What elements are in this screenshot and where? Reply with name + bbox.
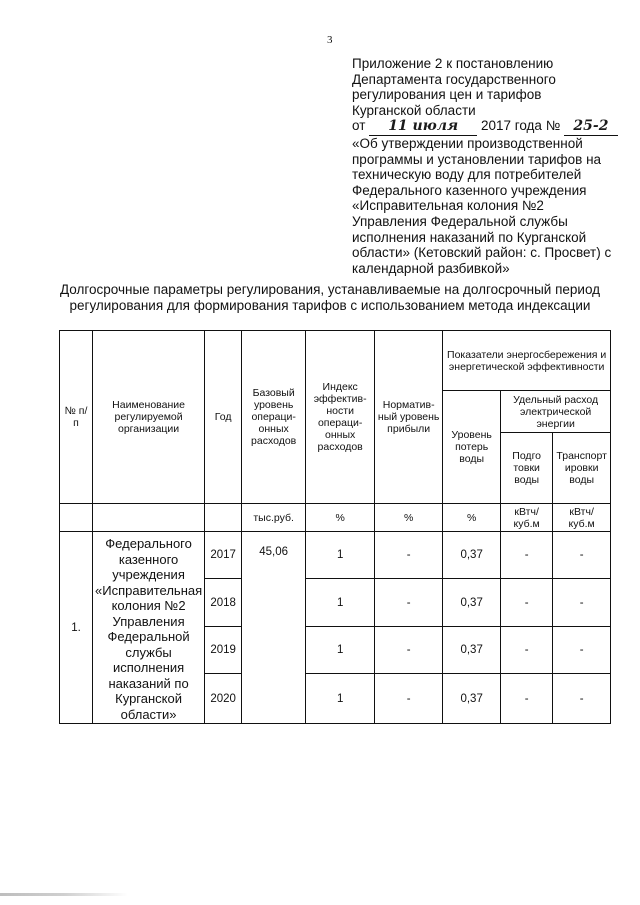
subject-line: «Исправительная колония №2 xyxy=(352,198,544,214)
header-loss: Уровень потерь воды xyxy=(443,391,501,504)
subject-line: «Об утверждении производственной xyxy=(352,135,583,151)
year-cell: 2020 xyxy=(205,674,242,724)
loss-cell: 0,37 xyxy=(443,579,501,626)
header-org: Наименование регулируемой организации xyxy=(93,331,205,504)
header-prep: Подго товки воды xyxy=(501,433,553,504)
unit-org xyxy=(93,504,205,532)
handwritten-date: 11 июля xyxy=(369,119,477,136)
subject-line: исполнения наказаний по Курганской xyxy=(352,229,587,245)
index-cell: 1 xyxy=(306,532,375,579)
unit-transport: кВтч/ куб.м xyxy=(553,504,611,532)
header-num: № п/п xyxy=(60,331,93,504)
year-cell: 2018 xyxy=(205,579,242,626)
profit-cell: - xyxy=(375,532,443,579)
title-line: регулирования для формирования тарифов с использованием метода индексации xyxy=(69,298,591,313)
appendix-header xyxy=(352,56,632,276)
row-number: 1. xyxy=(60,532,93,724)
prep-cell: - xyxy=(501,626,553,673)
header-index: Индекс эффектив-ности операци-онных расходов xyxy=(306,331,375,504)
unit-year xyxy=(205,504,242,532)
header-line: Департамента государственного xyxy=(352,71,556,87)
header-date-line xyxy=(352,118,632,136)
prep-cell: - xyxy=(501,532,553,579)
subject-line: области» (Кетовский район: с. Просвет) с xyxy=(352,245,612,261)
base-value: 45,06 xyxy=(242,532,306,724)
prep-cell: - xyxy=(501,579,553,626)
index-cell: 1 xyxy=(306,626,375,673)
header-specific-group: Удельный расход электрической энергии xyxy=(501,391,611,433)
header-base: Базовый уровень операци-онных расходов xyxy=(242,331,306,504)
subject-line: Управления Федеральной службы xyxy=(352,213,568,229)
date-prefix: от xyxy=(352,118,366,134)
year-cell: 2017 xyxy=(205,532,242,579)
index-cell: 1 xyxy=(306,579,375,626)
header-year: Год xyxy=(205,331,242,504)
loss-cell: 0,37 xyxy=(443,626,501,673)
profit-cell: - xyxy=(375,674,443,724)
index-cell: 1 xyxy=(306,674,375,724)
page-number: 3 xyxy=(327,34,333,46)
subject-line: календарной разбивкой» xyxy=(352,260,510,276)
handwritten-number: 25-2 xyxy=(564,119,618,136)
date-suffix: 2017 года № xyxy=(480,118,561,134)
subject-line: техническую воду для потребителей xyxy=(352,167,582,183)
header-energy-group: Показатели энергосбережения и энергетической эффективности xyxy=(443,331,611,391)
document-title xyxy=(30,282,630,314)
transport-cell: - xyxy=(553,579,611,626)
unit-base: тыс.руб. xyxy=(242,504,306,532)
unit-index: % xyxy=(306,504,375,532)
subject-line: Федерального казенного учреждения xyxy=(352,182,587,198)
title-line: Долгосрочные параметры регулирования, устанавливаемые на долгосрочный период xyxy=(59,282,601,297)
regulation-parameters-table xyxy=(59,330,611,724)
subject-line: программы и установлении тарифов на xyxy=(352,151,602,167)
unit-prep: кВтч/ куб.м xyxy=(501,504,553,532)
transport-cell: - xyxy=(553,532,611,579)
organization-name: Федерального казенного учреждения «Исправительная колония №2 Управления Федеральной службы исполнения наказаний по Курганской области» xyxy=(93,532,205,724)
unit-loss: % xyxy=(443,504,501,532)
unit-num xyxy=(60,504,93,532)
transport-cell: - xyxy=(553,674,611,724)
transport-cell: - xyxy=(553,626,611,673)
prep-cell: - xyxy=(501,674,553,724)
header-line: Курганской области xyxy=(352,102,476,118)
year-cell: 2019 xyxy=(205,626,242,673)
header-line: регулирования цен и тарифов xyxy=(352,87,542,103)
scan-edge-mark xyxy=(0,893,640,896)
profit-cell: - xyxy=(375,579,443,626)
profit-cell: - xyxy=(375,626,443,673)
header-line: Приложение 2 к постановлению xyxy=(352,56,554,71)
loss-cell: 0,37 xyxy=(443,532,501,579)
loss-cell: 0,37 xyxy=(443,674,501,724)
header-transport: Транспорт ировки воды xyxy=(553,433,611,504)
unit-profit: % xyxy=(375,504,443,532)
header-profit: Норматив-ный уровень прибыли xyxy=(375,331,443,504)
